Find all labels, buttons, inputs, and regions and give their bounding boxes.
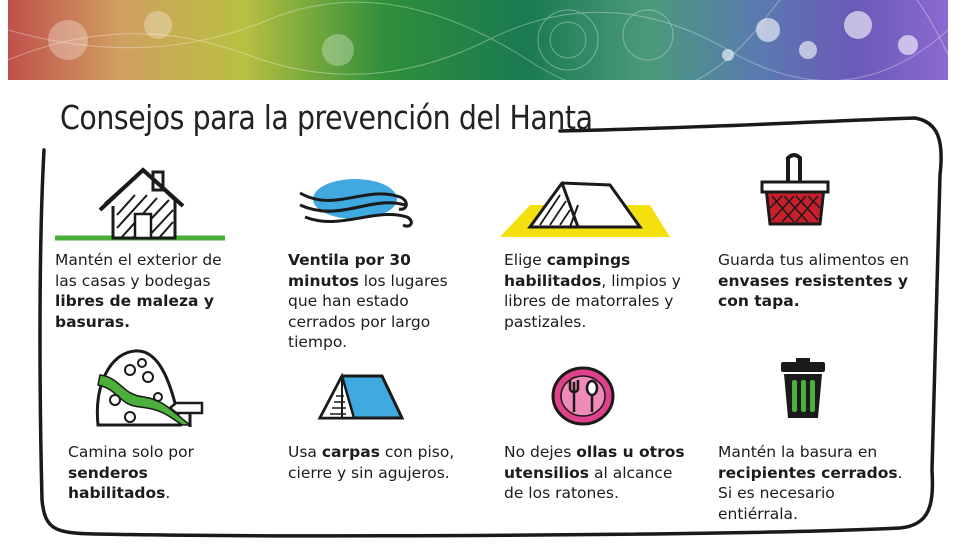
picnic-basket-icon <box>758 152 833 230</box>
tip-text-run: . <box>165 484 171 502</box>
tip-text-7 <box>504 442 689 504</box>
tip-bold-text: envases resistentes y con tapa. <box>718 271 908 310</box>
tip-text-run: No dejes <box>504 443 577 461</box>
tip-text-run: Camina solo por <box>68 443 194 461</box>
tip-bold-text: carpas <box>321 443 380 461</box>
tip-text-run: Mantén la basura en <box>718 443 878 461</box>
tip-text-3 <box>504 250 689 332</box>
tip-text-run: , limpios y libres de matorrales y pastizales. <box>504 271 681 331</box>
tip-text-2 <box>288 250 468 353</box>
tip-bold-text: Ventila por 30 minutos <box>288 251 411 290</box>
tip-text-run: los lugares que han estado cerrados por largo tiempo. <box>288 271 448 351</box>
tip-text-run: Guarda tus alimentos en <box>718 251 910 269</box>
wind-icon <box>295 175 420 235</box>
page-title: Consejos para la prevención del Hanta <box>60 98 593 137</box>
tip-text-run: Mantén el exterior de las casas y bodegas <box>55 251 222 290</box>
tip-bold-text: senderos habilitados <box>68 463 166 502</box>
trail-icon <box>90 345 210 435</box>
closed-tent-icon <box>310 370 410 425</box>
tip-text-6 <box>288 442 463 483</box>
utensils-icon <box>548 364 618 429</box>
header-banner <box>8 0 948 80</box>
tip-text-8 <box>718 442 903 524</box>
tip-text-run: . Si es necesario entiérrala. <box>718 463 903 523</box>
house-icon <box>55 160 230 245</box>
tip-bold-text: ollas u otros utensilios <box>504 443 685 482</box>
tent-icon <box>500 175 675 245</box>
tip-text-1 <box>55 250 240 332</box>
tip-bold-text: campings habilitados <box>504 251 631 290</box>
tip-text-5 <box>68 442 253 504</box>
trash-bin-icon <box>778 358 828 420</box>
tip-text-run: con piso, cierre y sin agujeros. <box>288 443 455 482</box>
tip-text-run: Elige <box>504 251 547 269</box>
tip-text-4 <box>718 250 918 312</box>
tip-bold-text: recipientes cerrados <box>718 463 898 482</box>
tip-text-run: al alcance de los ratones. <box>504 463 673 502</box>
tip-bold-text: libres de maleza y basuras. <box>55 292 214 331</box>
tip-text-run: Usa <box>288 443 322 461</box>
